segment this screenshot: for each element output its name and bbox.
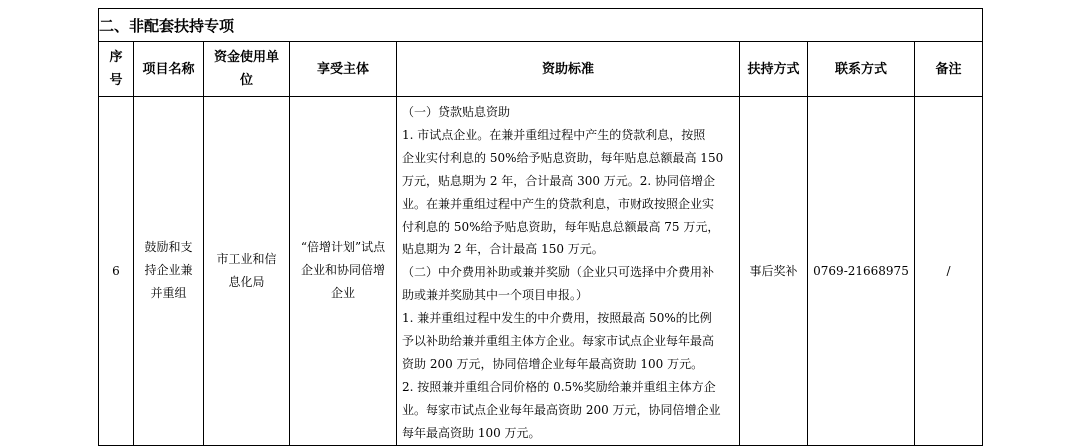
standard-line: 资助 200 万元，协同倍增企业每年最高资助 100 万元。 xyxy=(402,356,704,371)
table-row xyxy=(99,97,983,446)
header-unit-line-1: 资金使用单 xyxy=(213,50,279,65)
header-unit-line-2: 位 xyxy=(239,73,253,88)
standard-line: 万元，贴息期为 2 年，合计最高 300 万元。2. 协同倍增企 xyxy=(402,173,716,188)
header-remark: 备注 xyxy=(915,42,983,97)
project-name-line-3: 并重组 xyxy=(150,286,187,301)
standard-line: 1. 市试点企业。在兼并重组过程中产生的贷款利息，按照 xyxy=(402,127,706,142)
policy-table xyxy=(98,8,983,446)
standard-line: 企业实付利息的 50%给予贴息资助，每年贴息总额最高 150 xyxy=(402,150,724,165)
section-title: 二、非配套扶持专项 xyxy=(99,9,983,42)
cell-remark: / xyxy=(915,97,983,446)
project-name-line-2: 持企业兼 xyxy=(144,263,193,278)
cell-standard xyxy=(397,97,740,446)
standard-line: 助或兼并奖励其中一个项目申报。） xyxy=(402,288,589,303)
header-seq-line-2: 号 xyxy=(109,73,123,88)
table-header-row xyxy=(99,42,983,97)
standard-line: 2. 按照兼并重组合同价格的 0.5%奖励给兼并重组主体方企 xyxy=(402,379,716,394)
fund-unit-line-1: 市工业和信 xyxy=(216,251,277,266)
header-contact: 联系方式 xyxy=(808,42,915,97)
cell-method: 事后奖补 xyxy=(740,97,808,446)
header-method: 扶持方式 xyxy=(740,42,808,97)
standard-line: 予以补助给兼并重组主体方企业。每家市试点企业每年最高 xyxy=(402,334,715,349)
fund-unit-line-2: 息化局 xyxy=(228,274,265,289)
standard-line: 贴息期为 2 年，合计最高 150 万元。 xyxy=(402,242,604,257)
cell-contact: 0769-21668975 xyxy=(808,97,915,446)
subject-line-1: “倍增计划”试点 xyxy=(300,240,386,255)
standard-line: 每年最高资助 100 万元。 xyxy=(402,425,541,440)
subject-line-2: 企业和协同倍增 xyxy=(300,263,385,278)
header-project-name: 项目名称 xyxy=(134,42,204,97)
standard-line: 付利息的 50%给予贴息资助，每年贴息总额最高 75 万元， xyxy=(402,219,720,234)
section-title-row xyxy=(99,9,983,42)
cell-project-name xyxy=(134,97,204,446)
header-fund-unit xyxy=(204,42,290,97)
project-name-line-1: 鼓励和支 xyxy=(144,240,193,255)
standard-line: 业。每家市试点企业每年最高资助 200 万元，协同倍增企业 xyxy=(402,402,721,417)
standard-line: 业。在兼并重组过程中产生的贷款利息，市财政按照企业实 xyxy=(402,196,715,211)
standard-line: （一）贷款贴息资助 xyxy=(402,105,511,119)
header-subject: 享受主体 xyxy=(290,42,397,97)
cell-subject xyxy=(290,97,397,446)
cell-seq: 6 xyxy=(99,97,134,446)
header-standard: 资助标准 xyxy=(397,42,740,97)
cell-fund-unit xyxy=(204,97,290,446)
standard-line: （二）中介费用补助或兼并奖励（企业只可选择中介费用补 xyxy=(402,265,715,280)
standard-line: 1. 兼并重组过程中发生的中介费用，按照最高 50%的比例 xyxy=(402,311,712,326)
subject-line-3: 企业 xyxy=(330,286,355,301)
header-seq-line-1: 序 xyxy=(109,50,123,65)
header-seq xyxy=(99,42,134,97)
